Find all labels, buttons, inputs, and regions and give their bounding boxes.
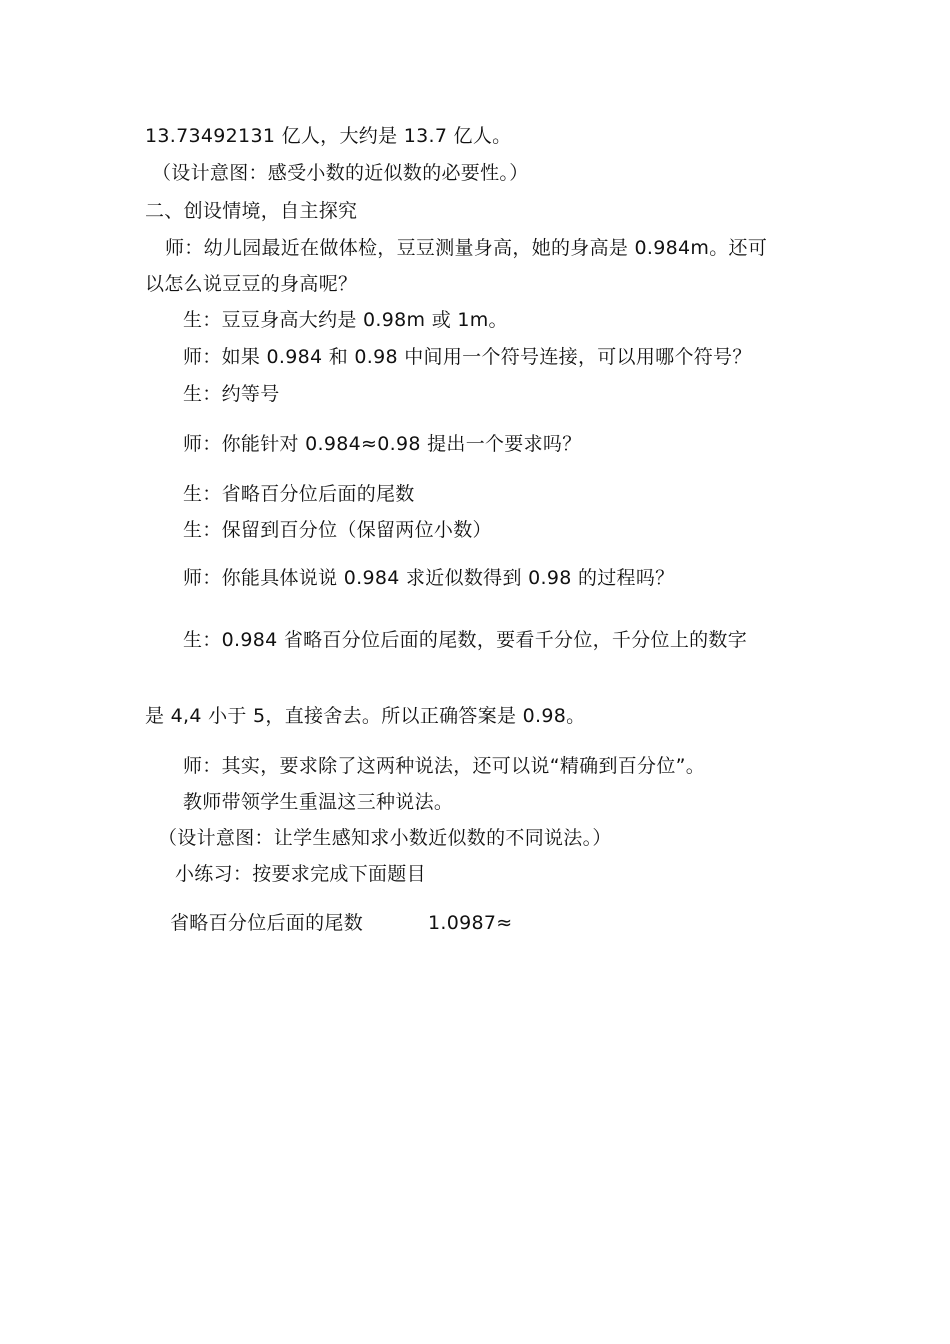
exercise-heading: 小练习：按要求完成下面题目 bbox=[175, 863, 426, 885]
student-line: 生：保留到百分位（保留两位小数） bbox=[183, 519, 492, 541]
design-intent-note: （设计意图：让学生感知求小数近似数的不同说法。） bbox=[158, 827, 612, 849]
teacher-line: 师：幼儿园最近在做体检，豆豆测量身高，她的身高是 0.984m。还可 bbox=[165, 237, 768, 259]
section-heading: 二、创设情境，自主探究 bbox=[145, 200, 358, 222]
text-line: 以怎么说豆豆的身高呢？ bbox=[145, 273, 358, 295]
student-line: 生：约等号 bbox=[183, 383, 280, 405]
text-line: 教师带领学生重温这三种说法。 bbox=[183, 791, 454, 813]
text-line: 13.73492131 亿人，大约是 13.7 亿人。 bbox=[145, 125, 512, 147]
student-line: 生：豆豆身高大约是 0.98m 或 1m。 bbox=[183, 309, 508, 331]
teacher-line: 师：你能具体说说 0.984 求近似数得到 0.98 的过程吗？ bbox=[183, 567, 675, 589]
teacher-line: 师：你能针对 0.984≈0.98 提出一个要求吗？ bbox=[183, 433, 582, 455]
student-line: 生：省略百分位后面的尾数 bbox=[183, 483, 415, 505]
design-intent-note: （设计意图：感受小数的近似数的必要性。） bbox=[152, 162, 529, 184]
teacher-line: 师：其实，要求除了这两种说法，还可以说“精确到百分位”。 bbox=[183, 755, 706, 777]
teacher-line: 师：如果 0.984 和 0.98 中间用一个符号连接，可以用哪个符号？ bbox=[183, 346, 752, 368]
exercise-expression: 1.0987≈ bbox=[428, 912, 513, 934]
exercise-label: 省略百分位后面的尾数 bbox=[170, 912, 364, 934]
student-line: 生：0.984 省略百分位后面的尾数，要看千分位，千分位上的数字 bbox=[183, 629, 748, 651]
text-line: 是 4,4 小于 5，直接舍去。所以正确答案是 0.98。 bbox=[145, 705, 586, 727]
